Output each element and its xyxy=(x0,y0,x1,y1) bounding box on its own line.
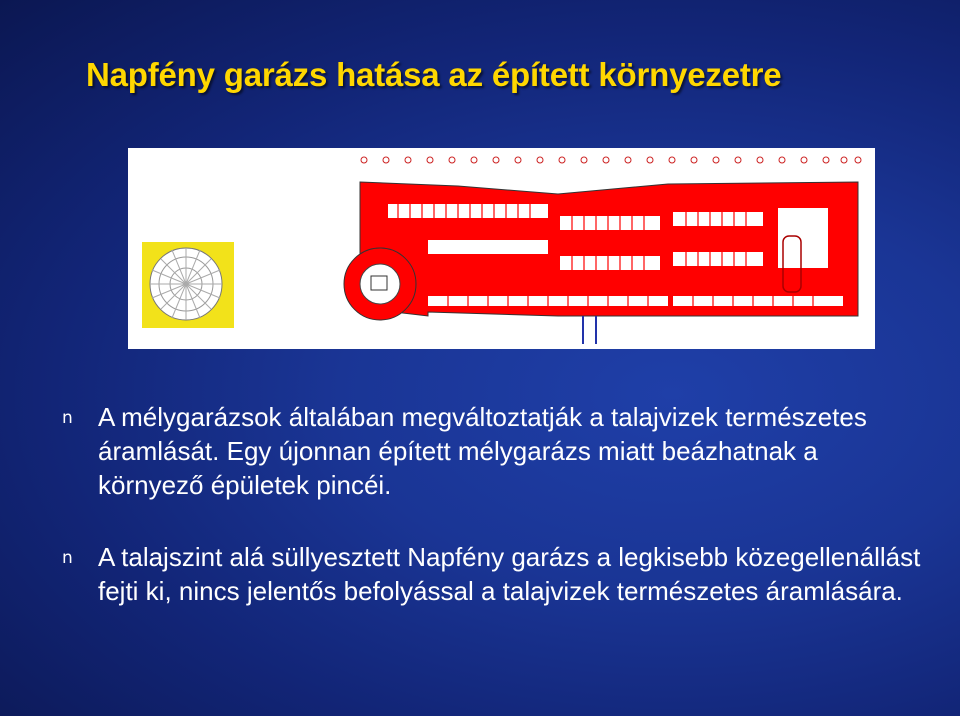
slide-title: Napfény garázs hatása az épített környezetre xyxy=(86,56,782,93)
n-bullet-icon: n xyxy=(62,548,73,568)
bullet-text: A talajszint alá süllyesztett Napfény garázs a legkisebb közegellenállást fejti ki, nincs jelentős befolyással a talajvizek természetes áramlására. xyxy=(98,542,921,606)
floor-plan-figure xyxy=(128,148,875,349)
sunlight-garage-plan xyxy=(142,242,234,328)
floor-plan-image xyxy=(128,148,875,349)
grid-markers xyxy=(361,157,861,163)
n-bullet-icon: n xyxy=(62,408,73,428)
conventional-garage-plan xyxy=(344,182,858,344)
bullet-text: A mélygarázsok általában megváltoztatják a talajvizek természetes áramlását. Egy újonnan épített mélygarázs miatt beázhatnak a környező épületek pincéi. xyxy=(98,402,867,500)
bullet-list xyxy=(62,400,922,646)
bullet-item xyxy=(62,540,922,608)
bullet-item xyxy=(62,400,922,502)
